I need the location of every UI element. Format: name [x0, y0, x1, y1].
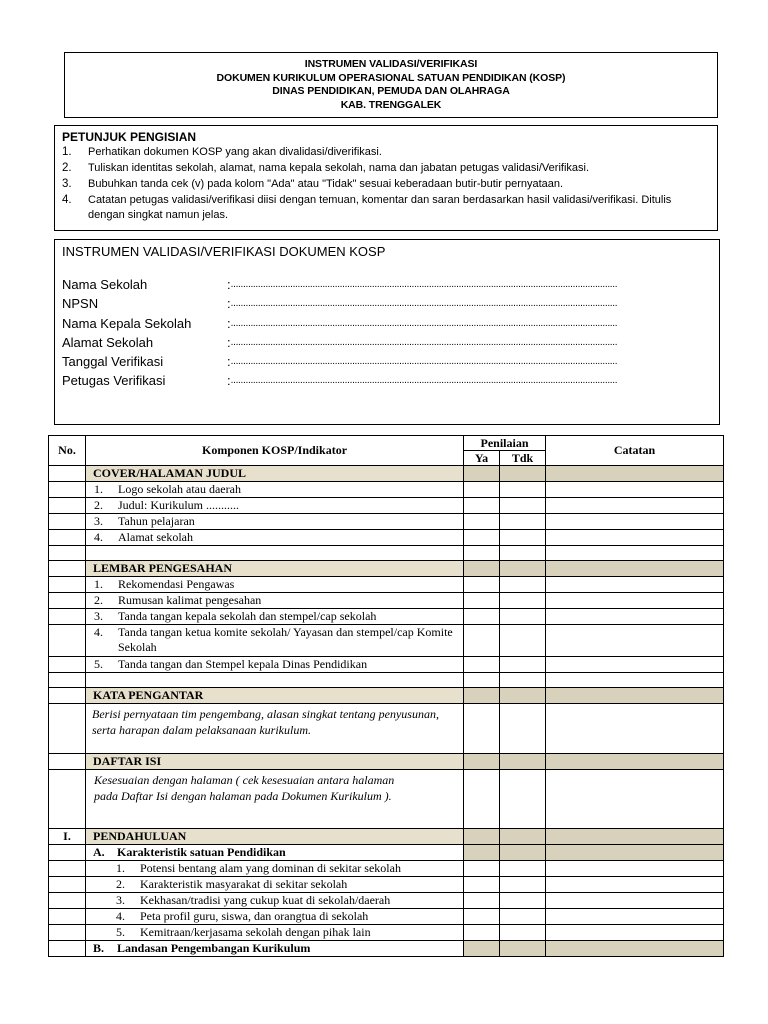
no-cell	[49, 482, 86, 498]
header-assessment: Penilaian	[464, 436, 546, 451]
tdk-checkbox[interactable]	[500, 657, 546, 673]
field-blank[interactable]: ............................................................................................................................................................	[230, 356, 618, 368]
no-cell	[49, 530, 86, 546]
notes-cell[interactable]	[546, 530, 724, 546]
header-tdk: Tdk	[500, 451, 546, 466]
indicator-number: 3.	[94, 514, 103, 528]
no-cell	[49, 609, 86, 625]
section-row-toc	[49, 754, 724, 770]
subsection-row	[49, 941, 724, 957]
subsection-text: Karakteristik satuan Pendidikan	[117, 845, 286, 859]
field-label: Nama Kepala Sekolah	[62, 315, 192, 331]
indicator-text: Rekomendasi Pengawas	[118, 577, 235, 591]
no-cell	[49, 845, 86, 861]
notes-cell[interactable]	[546, 498, 724, 514]
table-row	[49, 593, 724, 609]
indicator-number: 2.	[94, 593, 103, 607]
tdk-checkbox[interactable]	[500, 861, 546, 877]
tdk-checkbox[interactable]	[500, 530, 546, 546]
section-row-introduction	[49, 829, 724, 845]
instructions-list	[62, 145, 709, 223]
yes-cell	[464, 688, 500, 704]
yes-checkbox[interactable]	[464, 593, 500, 609]
yes-checkbox[interactable]	[464, 909, 500, 925]
instruction-item	[62, 161, 709, 176]
yes-checkbox[interactable]	[464, 577, 500, 593]
indicator-text: Tanda tangan dan Stempel kepala Dinas Pendidikan	[118, 657, 368, 671]
yes-checkbox[interactable]	[464, 893, 500, 909]
notes-cell	[546, 754, 724, 770]
indicator-text: Judul: Kurikulum ...........	[118, 498, 240, 512]
yes-checkbox[interactable]	[464, 609, 500, 625]
section-title: PENDAHULUAN	[86, 829, 464, 845]
indicator-number: 4.	[94, 625, 103, 639]
instruction-item	[62, 193, 709, 223]
indicator-number: 5.	[116, 925, 125, 939]
header-no: No.	[49, 436, 86, 466]
identity-title: INSTRUMEN VALIDASI/VERIFIKASI DOKUMEN KOSP	[62, 244, 386, 259]
header-line-2: DOKUMEN KURIKULUM OPERASIONAL SATUAN PENDIDIKAN (KOSP)	[216, 71, 566, 84]
tdk-cell	[500, 466, 546, 482]
field-verification-date	[62, 352, 719, 371]
indicator-cell	[86, 909, 464, 925]
field-blank[interactable]: ............................................................................................................................................................	[230, 317, 618, 329]
field-colon: :	[227, 296, 231, 312]
yes-checkbox[interactable]	[464, 657, 500, 673]
indicator-number: 2.	[94, 498, 103, 512]
notes-cell[interactable]	[546, 704, 724, 754]
field-colon: :	[227, 315, 231, 331]
notes-cell[interactable]	[546, 877, 724, 893]
no-cell	[49, 466, 86, 482]
blank-cell	[86, 673, 464, 688]
foreword-note: Berisi pernyataan tim pengembang, alasan singkat tentang penyusunan, serta harapan dalam pelaksanaan kurikulum.	[92, 707, 439, 737]
header-line-1: INSTRUMEN VALIDASI/VERIFIKASI	[304, 58, 478, 70]
indicator-cell	[86, 877, 464, 893]
field-colon: :	[227, 277, 231, 292]
indicator-cell	[86, 593, 464, 609]
indicator-number: 1.	[116, 861, 125, 875]
yes-checkbox[interactable]	[464, 546, 500, 561]
indicator-number: 4.	[94, 530, 103, 544]
notes-cell[interactable]	[546, 909, 724, 925]
no-cell	[49, 593, 86, 609]
section-title: COVER/HALAMAN JUDUL	[86, 466, 464, 482]
subsection-letter: B.	[93, 941, 105, 955]
no-cell	[49, 561, 86, 577]
header-notes: Catatan	[546, 436, 724, 466]
indicator-text: Peta profil guru, siswa, dan orangtua di sekolah	[140, 909, 369, 923]
no-cell	[49, 925, 86, 941]
tdk-checkbox[interactable]	[500, 546, 546, 561]
header-component: Komponen KOSP/Indikator	[86, 436, 464, 466]
tdk-checkbox[interactable]	[500, 925, 546, 941]
yes-cell	[464, 754, 500, 770]
indicator-cell	[86, 482, 464, 498]
yes-cell	[464, 941, 500, 957]
field-colon: :	[227, 354, 231, 370]
tdk-checkbox[interactable]	[500, 909, 546, 925]
indicator-cell	[86, 498, 464, 514]
table-row	[49, 770, 724, 829]
field-blank[interactable]: ............................................................................................................................................................	[230, 279, 618, 290]
yes-checkbox[interactable]	[464, 770, 500, 829]
notes-cell	[546, 941, 724, 957]
tdk-checkbox[interactable]	[500, 673, 546, 688]
blank-row	[49, 673, 724, 688]
indicator-number: 3.	[116, 893, 125, 907]
yes-checkbox[interactable]	[464, 925, 500, 941]
table-row	[49, 482, 724, 498]
field-npsn	[62, 294, 719, 313]
notes-cell[interactable]	[546, 609, 724, 625]
document-header	[64, 52, 718, 118]
subsection-title	[86, 941, 464, 957]
tdk-checkbox[interactable]	[500, 498, 546, 514]
indicator-text: Tanda tangan kepala sekolah dan stempel/cap sekolah	[118, 609, 377, 623]
header-line-4: KAB. TRENGGALEK	[340, 98, 442, 111]
tdk-cell	[500, 941, 546, 957]
tdk-checkbox[interactable]	[500, 609, 546, 625]
indicator-text: Kekhasan/tradisi yang cukup kuat di sekolah/daerah	[140, 893, 391, 907]
tdk-cell	[500, 688, 546, 704]
instruction-item	[62, 145, 709, 160]
tdk-checkbox[interactable]	[500, 893, 546, 909]
yes-cell	[464, 466, 500, 482]
table-row	[49, 530, 724, 546]
tdk-checkbox[interactable]	[500, 482, 546, 498]
instruction-number: 3.	[62, 178, 72, 190]
notes-cell[interactable]	[546, 673, 724, 688]
yes-cell	[464, 829, 500, 845]
tdk-checkbox[interactable]	[500, 704, 546, 754]
yes-checkbox[interactable]	[464, 673, 500, 688]
no-cell	[49, 673, 86, 688]
header-yes: Ya	[464, 451, 500, 466]
table-row	[49, 704, 724, 754]
section-title: KATA PENGANTAR	[86, 688, 464, 704]
indicator-number: 1.	[94, 577, 103, 591]
indicator-number: 2.	[116, 877, 125, 891]
no-cell	[49, 688, 86, 704]
field-label: NPSN	[62, 296, 99, 312]
no-cell	[49, 909, 86, 925]
subsection-title	[86, 845, 464, 861]
yes-checkbox[interactable]	[464, 861, 500, 877]
no-cell	[49, 770, 86, 829]
table-row	[49, 893, 724, 909]
section-number: I.	[49, 829, 86, 845]
table-row	[49, 925, 724, 941]
notes-cell[interactable]	[546, 546, 724, 561]
notes-cell[interactable]	[546, 482, 724, 498]
field-colon: :	[227, 373, 231, 389]
section-title: LEMBAR PENGESAHAN	[86, 561, 464, 577]
instructions-box	[54, 125, 718, 231]
section-row-foreword	[49, 688, 724, 704]
notes-cell[interactable]	[546, 893, 724, 909]
yes-checkbox[interactable]	[464, 514, 500, 530]
tdk-cell	[500, 829, 546, 845]
yes-checkbox[interactable]	[464, 498, 500, 514]
yes-checkbox[interactable]	[464, 625, 500, 657]
subsection-text: Landasan Pengembangan Kurikulum	[117, 941, 311, 955]
yes-checkbox[interactable]	[464, 482, 500, 498]
indicator-text: Karakteristik masyarakat di sekitar sekolah	[140, 877, 348, 891]
tdk-cell	[500, 754, 546, 770]
kosp-checklist-table	[48, 435, 724, 957]
field-label: Nama Sekolah	[62, 277, 148, 292]
no-cell	[49, 498, 86, 514]
indicator-text: Alamat sekolah	[118, 530, 193, 544]
notes-cell	[546, 688, 724, 704]
instruction-number: 4.	[62, 194, 72, 206]
notes-cell	[546, 845, 724, 861]
no-cell	[49, 546, 86, 561]
instruction-text: Perhatikan dokumen KOSP yang akan divalidasi/diverifikasi.	[88, 146, 382, 158]
table-row	[49, 625, 724, 657]
indicator-cell	[86, 625, 464, 657]
indicator-text: Tahun pelajaran	[118, 514, 195, 528]
indicator-cell	[86, 770, 464, 829]
table-row	[49, 657, 724, 673]
notes-cell	[546, 829, 724, 845]
no-cell	[49, 877, 86, 893]
indicator-cell	[86, 530, 464, 546]
no-cell	[49, 893, 86, 909]
notes-cell	[546, 561, 724, 577]
indicator-text: Tanda tangan ketua komite sekolah/ Yayasan dan stempel/cap Komite Sekolah	[118, 625, 453, 654]
indicator-text: Logo sekolah atau daerah	[118, 482, 241, 496]
indicator-text: Kemitraan/kerjasama sekolah dengan pihak lain	[140, 925, 371, 939]
no-cell	[49, 941, 86, 957]
field-label: Petugas Verifikasi	[62, 373, 166, 389]
instruction-text: Tuliskan identitas sekolah, alamat, nama kepala sekolah, nama dan jabatan petugas validasi/Verifikasi.	[88, 162, 589, 174]
indicator-text: Rumusan kalimat pengesahan	[118, 593, 262, 607]
yes-checkbox[interactable]	[464, 704, 500, 754]
indicator-number: 4.	[116, 909, 125, 923]
tdk-checkbox[interactable]	[500, 877, 546, 893]
yes-cell	[464, 561, 500, 577]
blank-cell	[86, 546, 464, 561]
notes-cell[interactable]	[546, 861, 724, 877]
table-row	[49, 861, 724, 877]
indicator-cell	[86, 925, 464, 941]
notes-cell[interactable]	[546, 770, 724, 829]
blank-row	[49, 546, 724, 561]
indicator-cell	[86, 609, 464, 625]
no-cell	[49, 657, 86, 673]
notes-cell[interactable]	[546, 514, 724, 530]
indicator-number: 5.	[94, 657, 103, 671]
indicator-number: 3.	[94, 609, 103, 623]
field-label: Alamat Sekolah	[62, 334, 154, 350]
subsection-row	[49, 845, 724, 861]
yes-checkbox[interactable]	[464, 877, 500, 893]
table-row	[49, 609, 724, 625]
header-line-3: DINAS PENDIDIKAN, PEMUDA DAN OLAHRAGA	[272, 85, 510, 97]
section-title: DAFTAR ISI	[86, 754, 464, 770]
indicator-cell	[86, 704, 464, 754]
table-row	[49, 514, 724, 530]
indicator-number: 1.	[94, 482, 103, 496]
notes-cell[interactable]	[546, 593, 724, 609]
field-principal-name	[62, 314, 719, 333]
tdk-cell	[500, 561, 546, 577]
toc-note: Kesesuaian dengan halaman ( cek kesesuaian antara halaman pada Daftar Isi dengan halaman pada Dokumen Kurikulum ).	[94, 773, 395, 803]
tdk-cell	[500, 845, 546, 861]
indicator-cell	[86, 893, 464, 909]
table-row	[49, 909, 724, 925]
notes-cell[interactable]	[546, 657, 724, 673]
notes-cell	[546, 466, 724, 482]
instructions-title: PETUNJUK PENGISIAN	[62, 130, 197, 144]
notes-cell[interactable]	[546, 925, 724, 941]
subsection-letter: A.	[93, 845, 105, 859]
section-row-approval	[49, 561, 724, 577]
instruction-number: 1.	[62, 146, 72, 158]
tdk-checkbox[interactable]	[500, 577, 546, 593]
instruction-text: Bubuhkan tanda cek (v) pada kolom "Ada" atau "Tidak" sesuai keberadaan butir-butir pernyataan.	[88, 178, 564, 190]
notes-cell[interactable]	[546, 625, 724, 657]
no-cell	[49, 861, 86, 877]
tdk-checkbox[interactable]	[500, 625, 546, 657]
yes-checkbox[interactable]	[464, 530, 500, 546]
instruction-text: Catatan petugas validasi/verifikasi diisi dengan temuan, komentar dan saran berdasarkan hasil validasi/verifikasi. Ditulis dengan singkat namun jelas.	[88, 194, 672, 221]
indicator-text: Potensi bentang alam yang dominan di sekitar sekolah	[140, 861, 401, 875]
table-row	[49, 577, 724, 593]
no-cell	[49, 754, 86, 770]
tdk-checkbox[interactable]	[500, 770, 546, 829]
instruction-number: 2.	[62, 162, 72, 174]
indicator-cell	[86, 514, 464, 530]
tdk-checkbox[interactable]	[500, 593, 546, 609]
field-blank[interactable]: ............................................................................................................................................................	[230, 298, 618, 310]
tdk-checkbox[interactable]	[500, 514, 546, 530]
field-colon: :	[227, 334, 231, 350]
indicator-cell	[86, 657, 464, 673]
indicator-cell	[86, 577, 464, 593]
yes-cell	[464, 845, 500, 861]
section-row-cover	[49, 466, 724, 482]
field-school-address	[62, 333, 719, 352]
no-cell	[49, 704, 86, 754]
field-label: Tanggal Verifikasi	[62, 354, 164, 370]
no-cell	[49, 577, 86, 593]
no-cell	[49, 625, 86, 657]
field-school-name	[62, 275, 719, 294]
field-verifier	[62, 371, 719, 390]
field-blank[interactable]: ............................................................................................................................................................	[230, 375, 618, 387]
instruction-item	[62, 177, 709, 192]
table-row	[49, 498, 724, 514]
notes-cell[interactable]	[546, 577, 724, 593]
field-blank[interactable]: ............................................................................................................................................................	[230, 336, 618, 348]
indicator-cell	[86, 861, 464, 877]
table-row	[49, 877, 724, 893]
identity-box	[54, 239, 720, 425]
no-cell	[49, 514, 86, 530]
